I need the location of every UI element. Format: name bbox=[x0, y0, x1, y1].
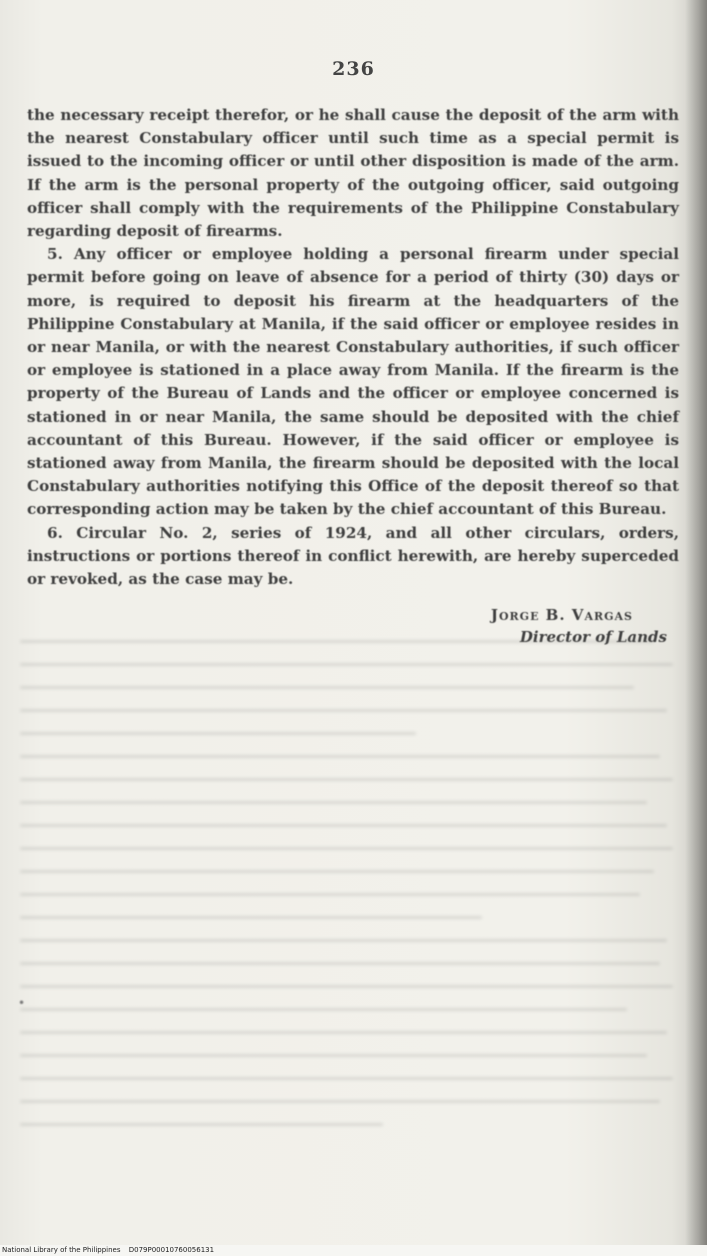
scan-footer bbox=[0, 1245, 707, 1256]
signatory-name: Jorge B. Vargas bbox=[490, 606, 633, 624]
margin-mark: • bbox=[18, 996, 26, 1010]
paragraph-5: 5. Any officer or employee holding a personal firearm under special permit before going on leave of absence for a period of thirty (30) days or more, is required to deposit his firearm at the headquarters of the Philippine Constabulary at Manila, if the said officer or employee resides in or near Manila, or with the nearest Constabulary authorities, if such officer or employee is stationed in a place away from Manila. If the firearm is the property of the Bureau of Lands and the officer or employee concerned is stationed in or near Manila, the same should be deposited with the chief accountant of this Bureau. However, if the said officer or employee is stationed away from Manila, the firearm should be deposited with the local Constabulary authorities notifying this Office of the deposit thereof so that corresponding action may be taken by the chief accountant of this Bureau. bbox=[27, 245, 679, 519]
page-edge-shadow bbox=[685, 0, 707, 1256]
paragraph-continued: the necessary receipt therefor, or he shall cause the deposit of the arm with the nearest Constabulary officer until such time as a special permit is issued to the incoming officer or until other disposition is made of the arm. If the arm is the personal property of the outgoing officer, said outgoing officer shall comply with the requirements of the Philippine Constabulary regarding deposit of firearms. bbox=[27, 106, 679, 241]
page-number: 236 bbox=[332, 58, 375, 80]
footer-code: D079P00010760056131 bbox=[128, 1246, 215, 1254]
paragraph-6: 6. Circular No. 2, series of 1924, and all other circulars, orders, instructions or portions thereof in conflict herewith, are hereby superceded or revoked, as the case may be. bbox=[27, 523, 679, 589]
bleed-through-texture bbox=[20, 640, 680, 1220]
body-text bbox=[27, 104, 679, 591]
signatory-title: Director of Lands bbox=[519, 628, 667, 646]
footer-library: National Library of the Philippines bbox=[2, 1246, 121, 1254]
